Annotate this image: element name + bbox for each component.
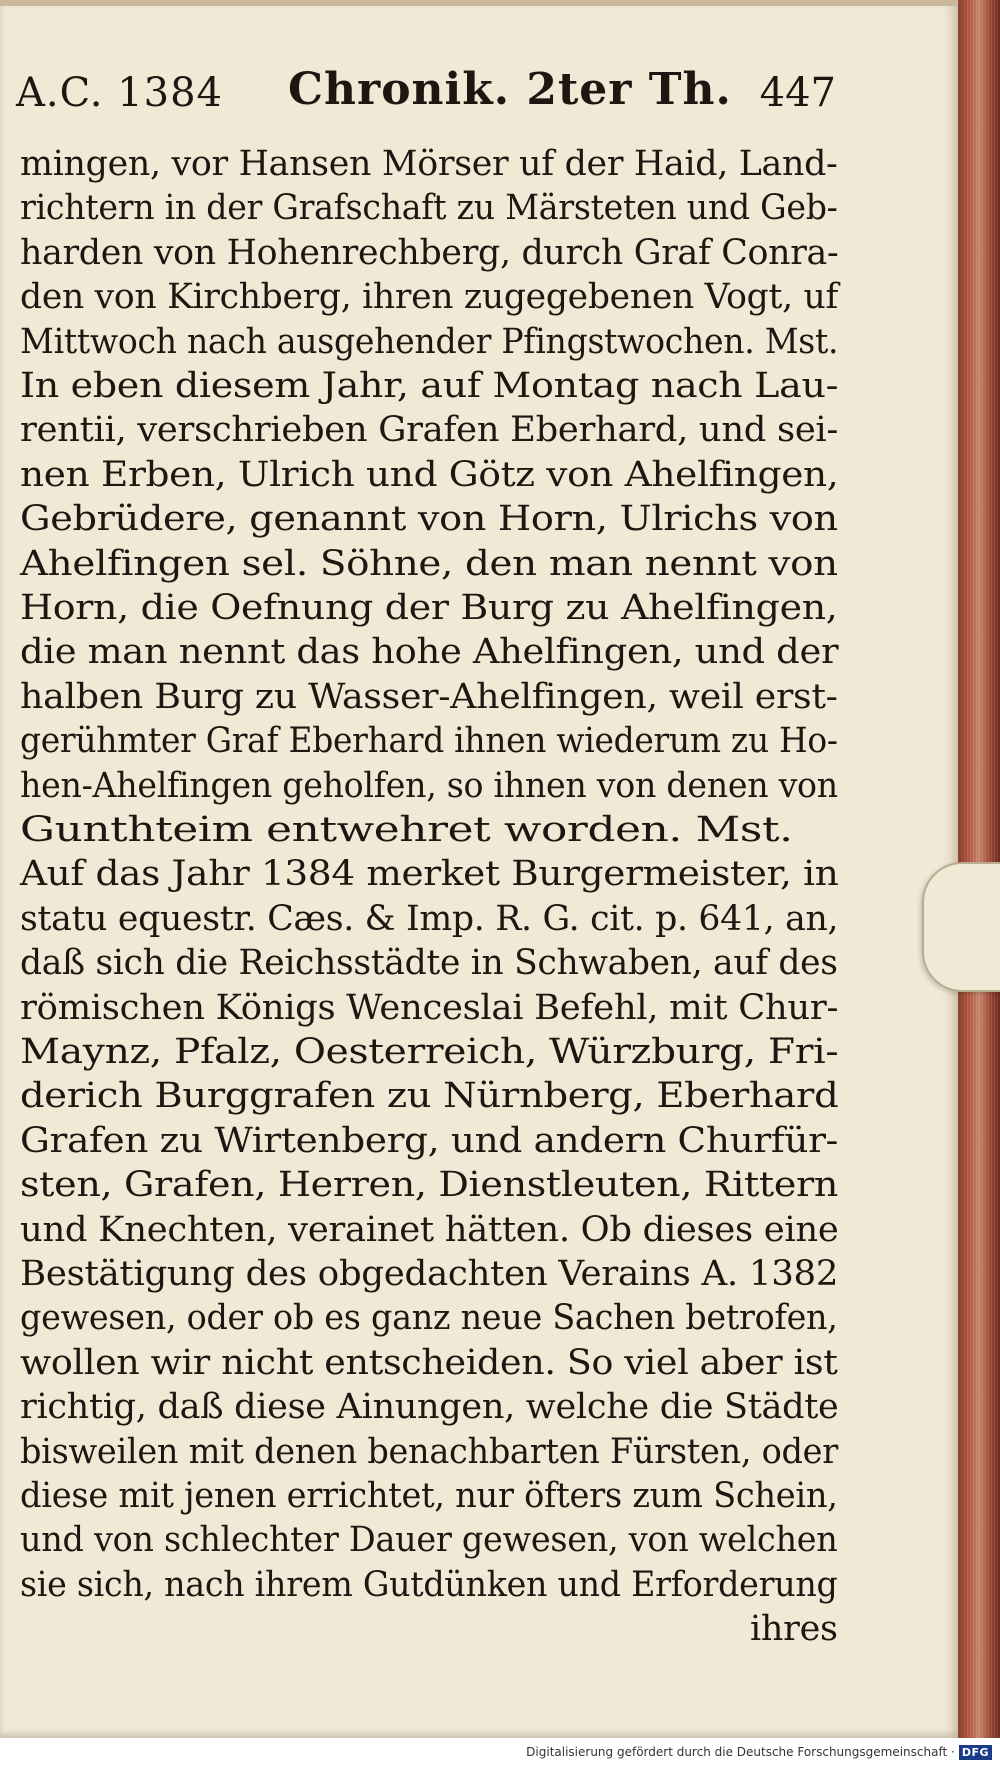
footer-text: Digitalisierung gefördert durch die Deutsche Forschungsgemeinschaft · xyxy=(526,1745,955,1759)
text-line: ihres xyxy=(750,1609,838,1650)
text-line: Auf das Jahr 1384 merket Burgermeister, in xyxy=(20,854,839,895)
text-line: Gebrüdere, genannt von Horn, Ulrichs von xyxy=(20,499,838,540)
text-line: gerühmter Graf Eberhard ihnen wiederum zu Ho- xyxy=(20,721,838,762)
text-line: Horn, die Oefnung der Burg zu Ahelfingen, xyxy=(20,588,838,628)
footer-credit xyxy=(526,1742,992,1762)
page-number: 447 xyxy=(759,70,836,116)
text-line: römischen Königs Wenceslai Befehl, mit Chur- xyxy=(20,987,839,1028)
text-line: sten, Grafen, Herren, Dienstleuten, Rittern xyxy=(20,1165,839,1206)
text-line: und von schlechter Dauer gewesen, von welchen xyxy=(20,1520,838,1561)
bookmark-tab xyxy=(922,862,1000,992)
text-line: statu equestr. Cæs. & Imp. R. G. cit. p. 641, an, xyxy=(20,898,839,939)
text-line: halben Burg zu Wasser-Ahelfingen, weil erst- xyxy=(20,676,838,717)
text-line: In eben diesem Jahr, auf Montag nach Lau- xyxy=(20,366,839,406)
text-line: Ahelfingen sel. Söhne, den man nennt von xyxy=(20,543,838,584)
text-line: Gunthteim entwehret worden. Mst. xyxy=(20,810,793,850)
text-line: hen-Ahelfingen geholfen, so ihnen von denen von xyxy=(20,765,838,806)
text-line: nen Erben, Ulrich und Götz von Ahelfingen, xyxy=(20,454,839,495)
text-line: Maynz, Pfalz, Oesterreich, Würzburg, Fri- xyxy=(20,1032,839,1072)
text-line: Grafen zu Wirtenberg, und andern Churfür- xyxy=(20,1120,839,1161)
dfg-logo: DFG xyxy=(959,1745,992,1760)
header-year: A.C. 1384 xyxy=(16,70,224,116)
text-line: diese mit jenen errichtet, nur öfters zum Schein, xyxy=(20,1476,838,1516)
text-line: Bestätigung des obgedachten Verains A. 1382 xyxy=(20,1254,839,1294)
text-line: daß sich die Reichsstädte in Schwaben, auf des xyxy=(20,943,838,984)
text-line: richtig, daß diese Ainungen, welche die Städte xyxy=(20,1387,839,1428)
text-line: richtern in der Grafschaft zu Märsteten und Geb- xyxy=(20,188,838,229)
text-line: sie sich, nach ihrem Gutdünken und Erforderung xyxy=(20,1564,838,1605)
running-header xyxy=(16,62,836,122)
text-line: gewesen, oder ob es ganz neue Sachen betrofen, xyxy=(20,1298,838,1339)
text-line: den von Kirchberg, ihren zugegebenen Vogt, uf xyxy=(20,277,838,318)
text-line: mingen, vor Hansen Mörser uf der Haid, Land- xyxy=(20,144,838,184)
text-line: bisweilen mit denen benachbarten Fürsten, oder xyxy=(20,1431,838,1472)
text-line: die man nennt das hohe Ahelfingen, und der xyxy=(20,632,839,673)
text-line: und Knechten, verainet hätten. Ob dieses eine xyxy=(20,1209,839,1250)
page-top-edge xyxy=(0,0,1000,6)
text-line: rentii, verschrieben Grafen Eberhard, und sei- xyxy=(20,410,839,451)
text-line: wollen wir nicht entscheiden. So viel aber ist xyxy=(20,1342,838,1383)
text-line: derich Burggrafen zu Nürnberg, Eberhard xyxy=(20,1076,839,1117)
text-line: Mittwoch nach ausgehender Pfingstwochen. Mst. xyxy=(20,321,839,362)
text-line: harden von Hohenrechberg, durch Graf Conra- xyxy=(20,232,839,273)
header-title: Chronik. 2ter Th. xyxy=(288,64,732,115)
